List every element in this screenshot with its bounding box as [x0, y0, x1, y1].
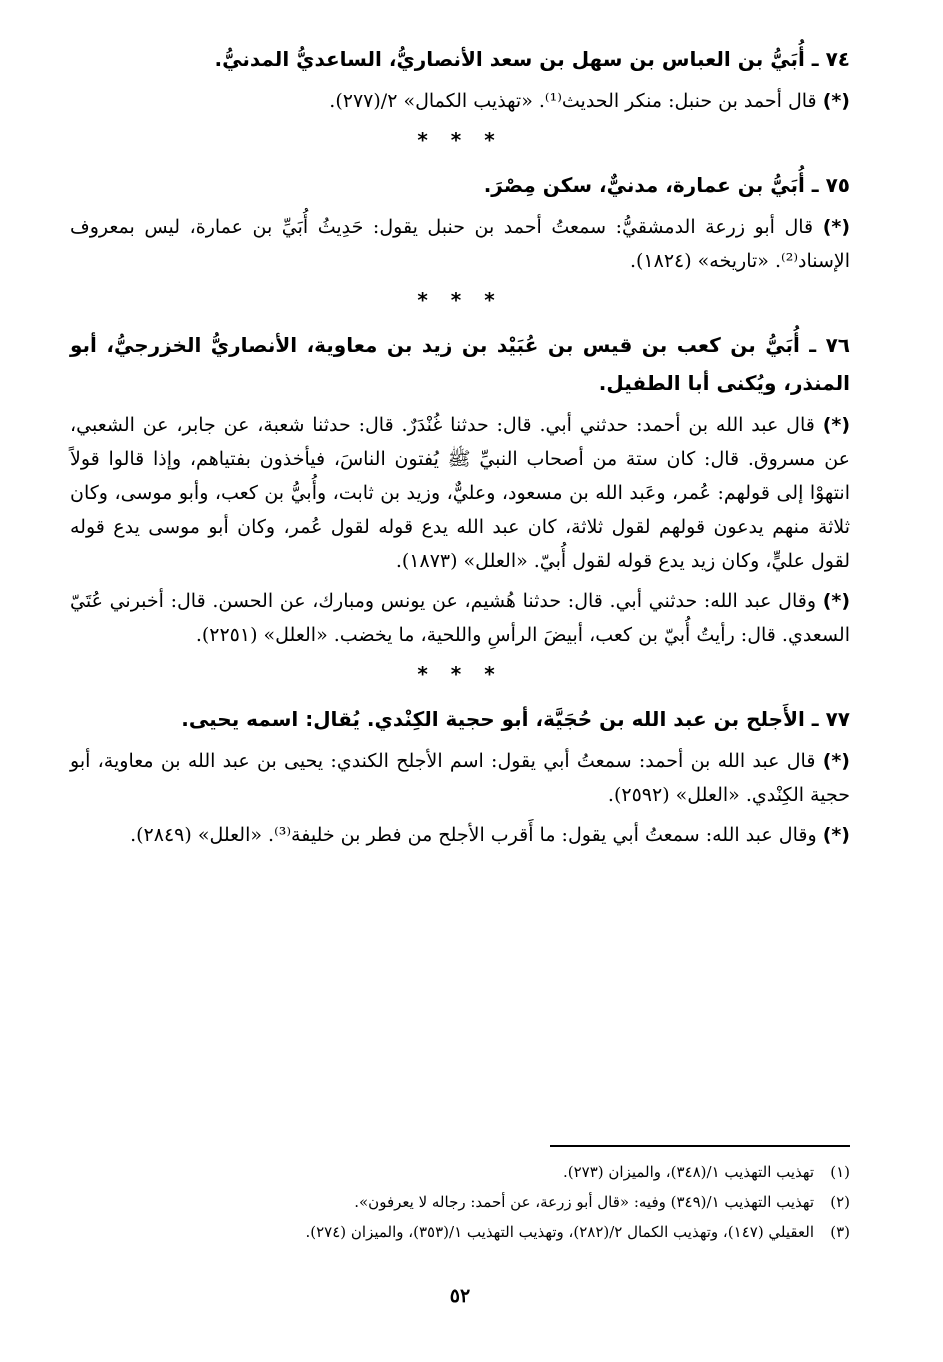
entry-paragraph — [70, 818, 850, 852]
entry-74 — [70, 40, 850, 118]
paragraph-text: وقال عبد الله: حدثني أبي. قال: حدثنا هُشيم، عن يونس ومبارك، عن الحسن. قال: أخبرني عُتَيّ السعدي. قال: رأيتُ أُبيّ بن كعب، أبيضَ الرأسِ واللحية، ما يخضب. «العلل» (٢٢٥١). — [70, 590, 850, 646]
entry-77 — [70, 700, 850, 852]
asterisk-marker: (*) — [822, 590, 851, 612]
section-separator: * * * — [417, 288, 503, 312]
paragraph-text: وقال عبد الله: سمعتُ أبي يقول: ما أَقرب الأجلح من فطر بن خليفة⁽³⁾. «العلل» (٢٨٤٩). — [130, 824, 817, 846]
footnote-text: العقيلي (١٤٧)، وتهذيب الكمال ٢/(٢٨٢)، وتهذيب التهذيب ١/(٣٥٣)، والميزان (٢٧٤). — [305, 1223, 814, 1241]
entry-paragraph — [70, 210, 850, 278]
asterisk-marker: (*) — [822, 90, 850, 112]
paragraph-text: قال أبو زرعة الدمشقيُّ: سمعتُ أحمد بن حنبل يقول: حَدِيثُ أُبَيِّ بن عمارة، ليس بمعروف الإسناد⁽²⁾. «تاريخه» (١٨٢٤). — [70, 216, 850, 272]
footnote-item — [70, 1187, 850, 1217]
entry-paragraph — [70, 584, 850, 652]
footnote-number: (٢) — [830, 1193, 850, 1211]
asterisk-marker: (*) — [822, 824, 850, 846]
book-page — [70, 40, 850, 1330]
entry-heading: ٧٧ ـ الأَجلح بن عبد الله بن حُجَيَّة، أبو حجية الكِنْدي. يُقال: اسمه يحيى. — [181, 707, 850, 731]
entry-heading: ٧٤ ـ أُبَيُّ بن العباس بن سهل بن سعد الأنصاريُّ، الساعديُّ المدنيُّ. — [214, 47, 850, 71]
paragraph-text: قال عبد الله بن أحمد: سمعتُ أبي يقول: اسم الأجلح الكندي: يحيى بن عبد الله بن معاوية، أبو حجية الكِنْدي. «العلل» (٢٥٩٢). — [70, 750, 850, 806]
entry-paragraph — [70, 408, 850, 578]
entry-paragraph — [70, 744, 850, 812]
section-separator: * * * — [417, 128, 503, 152]
footnote-text: تهذيب التهذيب ١/(٣٤٨)، والميزان (٢٧٣). — [562, 1163, 814, 1181]
footnote-text: تهذيب التهذيب ١/(٣٤٩) وفيه: «قال أبو زرعة، عن أحمد: رجاله لا يعرفون». — [354, 1193, 814, 1211]
section-separator: * * * — [417, 662, 503, 686]
footnote-item — [70, 1157, 850, 1187]
paragraph-text: قال عبد الله بن أحمد: حدثني أبي. قال: حدثنا غُنْدَرٌ. قال: حدثنا شعبة، عن جابر، عن الشعبي، عن مسروق. قال: كان ستة من أصحاب النبيِّ ﷺ يُفتون الناسَ، فيأخذون بفتياهم، وإذا قالوا قولاً انتهوْا إلى قولهم: عُمر، وعَبد الله بن مسعود، وعليٌّ، وزيد بن ثابت، وأُبيُّ بن كعب، وأبو موسى، وكان ثلاثة منهم يدعون قولهم لقول ثلاثة، كان عبد الله يدع قوله لقول عُمر، وكان أبو موسى يدع قوله لقول عليٍّ، وكان زيد يدع قوله لقول أُبيّ. «العلل» (١٨٧٣). — [70, 414, 850, 572]
asterisk-marker: (*) — [822, 750, 850, 772]
footnote-number: (٣) — [830, 1223, 850, 1241]
asterisk-marker: (*) — [822, 414, 851, 436]
entry-75 — [70, 166, 850, 278]
entry-76 — [70, 326, 850, 652]
footnote-number: (١) — [830, 1163, 850, 1181]
paragraph-text: قال أحمد بن حنبل: منكر الحديث⁽¹⁾. «تهذيب الكمال» ٢/(٢٧٧). — [329, 90, 817, 112]
footnote-item — [70, 1217, 850, 1247]
asterisk-marker: (*) — [822, 216, 851, 238]
entry-paragraph — [70, 84, 850, 118]
page-number: ٥٢ — [449, 1285, 471, 1307]
footnote-divider — [550, 1145, 850, 1147]
entry-heading: ٧٥ ـ أُبَيُّ بن عمارة، مدنيٌّ، سكن مِصْرَ. — [483, 173, 850, 197]
entry-heading: ٧٦ ـ أُبَيُّ بن كعب بن قيس بن عُبَيْد بن زيد بن معاوية، الأنصاريُّ الخزرجيُّ، أبو المنذر، ويُكنى أبا الطفيل. — [70, 333, 850, 395]
footnotes — [70, 1145, 850, 1247]
